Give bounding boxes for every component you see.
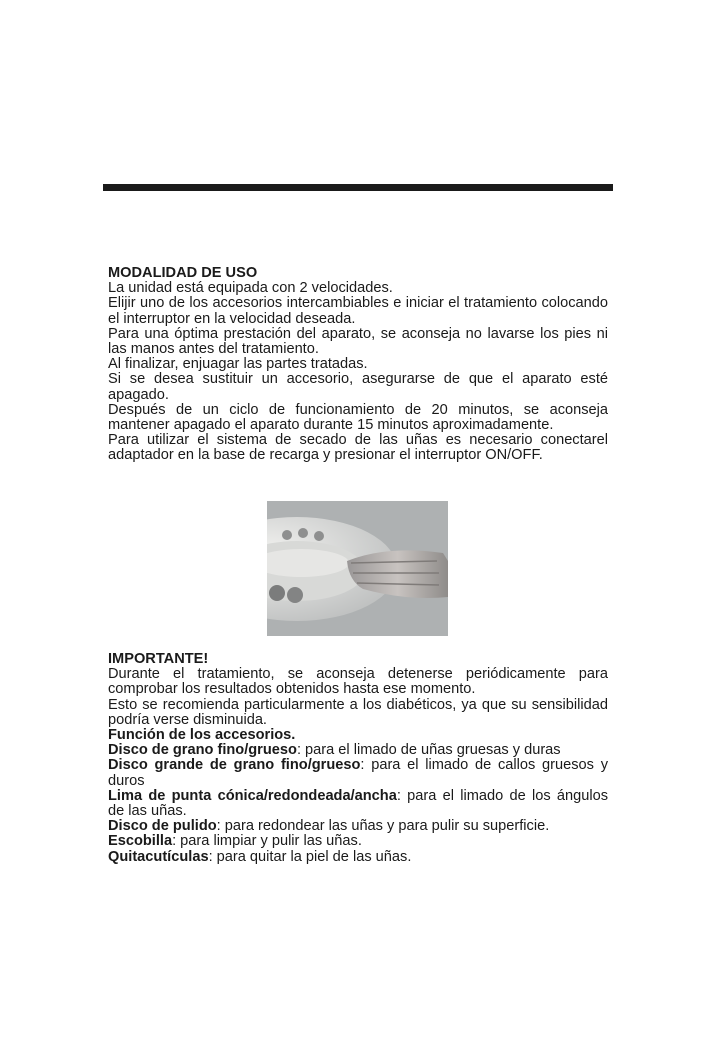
accessory-item bbox=[108, 819, 608, 834]
accessory-desc: : para el limado de uñas gruesas y duras bbox=[296, 742, 561, 759]
accessory-desc: : para el limado de callos gruesos y duros bbox=[108, 757, 608, 789]
accessory-item bbox=[108, 834, 608, 849]
accessory-desc: : para quitar la piel de las uñas. bbox=[208, 848, 412, 865]
accessory-desc: : para el limado de los ángulos de las uñas. bbox=[108, 787, 608, 820]
section-heading: IMPORTANTE! bbox=[108, 651, 209, 667]
accessory-desc: : para redondear las uñas y para pulir su superficie. bbox=[216, 818, 550, 835]
accessory-term: Escobilla bbox=[108, 833, 173, 850]
paragraph: Para utilizar el sistema de secado de las uñas es necesario conectarel adaptador en la base de recarga y presionar el interruptor ON/OFF. bbox=[108, 432, 608, 464]
section-importante bbox=[108, 652, 608, 865]
device-illustration bbox=[267, 501, 448, 636]
accessory-term: Disco de pulido bbox=[108, 818, 217, 835]
accessory-term: Quitacutículas bbox=[108, 848, 209, 865]
paragraph: Después de un ciclo de funcionamiento de 20 minutos, se aconseja mantener apagado el aparato durante 15 minutos aproximadamente. bbox=[108, 401, 608, 434]
header-rule bbox=[103, 184, 613, 191]
device-photo bbox=[267, 501, 448, 636]
paragraph: Al finalizar, enjuagar las partes tratadas. bbox=[108, 356, 368, 373]
accessory-item bbox=[108, 850, 608, 865]
accessory-term: Disco de grano fino/grueso bbox=[108, 742, 297, 759]
accessory-item bbox=[108, 789, 608, 819]
paragraph: Durante el tratamiento, se aconseja detenerse periódicamente para comprobar los resultados obtenidos hasta ese momento. bbox=[108, 666, 608, 698]
section-heading: MODALIDAD DE USO bbox=[108, 265, 258, 281]
paragraph: Esto se recomienda particularmente a los diabéticos, ya que su sensibilidad podría verse disminuida. bbox=[108, 696, 608, 728]
accessory-desc: : para limpiar y pulir las uñas. bbox=[172, 833, 362, 850]
paragraph: Elijir uno de los accesorios intercambiables e iniciar el tratamiento colocando el interruptor en la velocidad deseada. bbox=[108, 295, 608, 327]
accessory-item bbox=[108, 743, 608, 758]
accessory-item bbox=[108, 758, 608, 788]
paragraph: Si se desea sustituir un accesorio, asegurarse de que el aparato esté apagado. bbox=[108, 371, 608, 403]
accessory-term: Disco grande de grano fino/grueso bbox=[108, 757, 361, 774]
accessory-term: Lima de punta cónica/redondeada/ancha bbox=[108, 787, 397, 804]
subheading: Función de los accesorios. bbox=[108, 727, 296, 744]
paragraph: Para una óptima prestación del aparato, se aconseja no lavarse los pies ni las manos antes del tratamiento. bbox=[108, 325, 608, 358]
section-modalidad-de-uso bbox=[108, 266, 608, 464]
paragraph: La unidad está equipada con 2 velocidades. bbox=[108, 280, 393, 297]
